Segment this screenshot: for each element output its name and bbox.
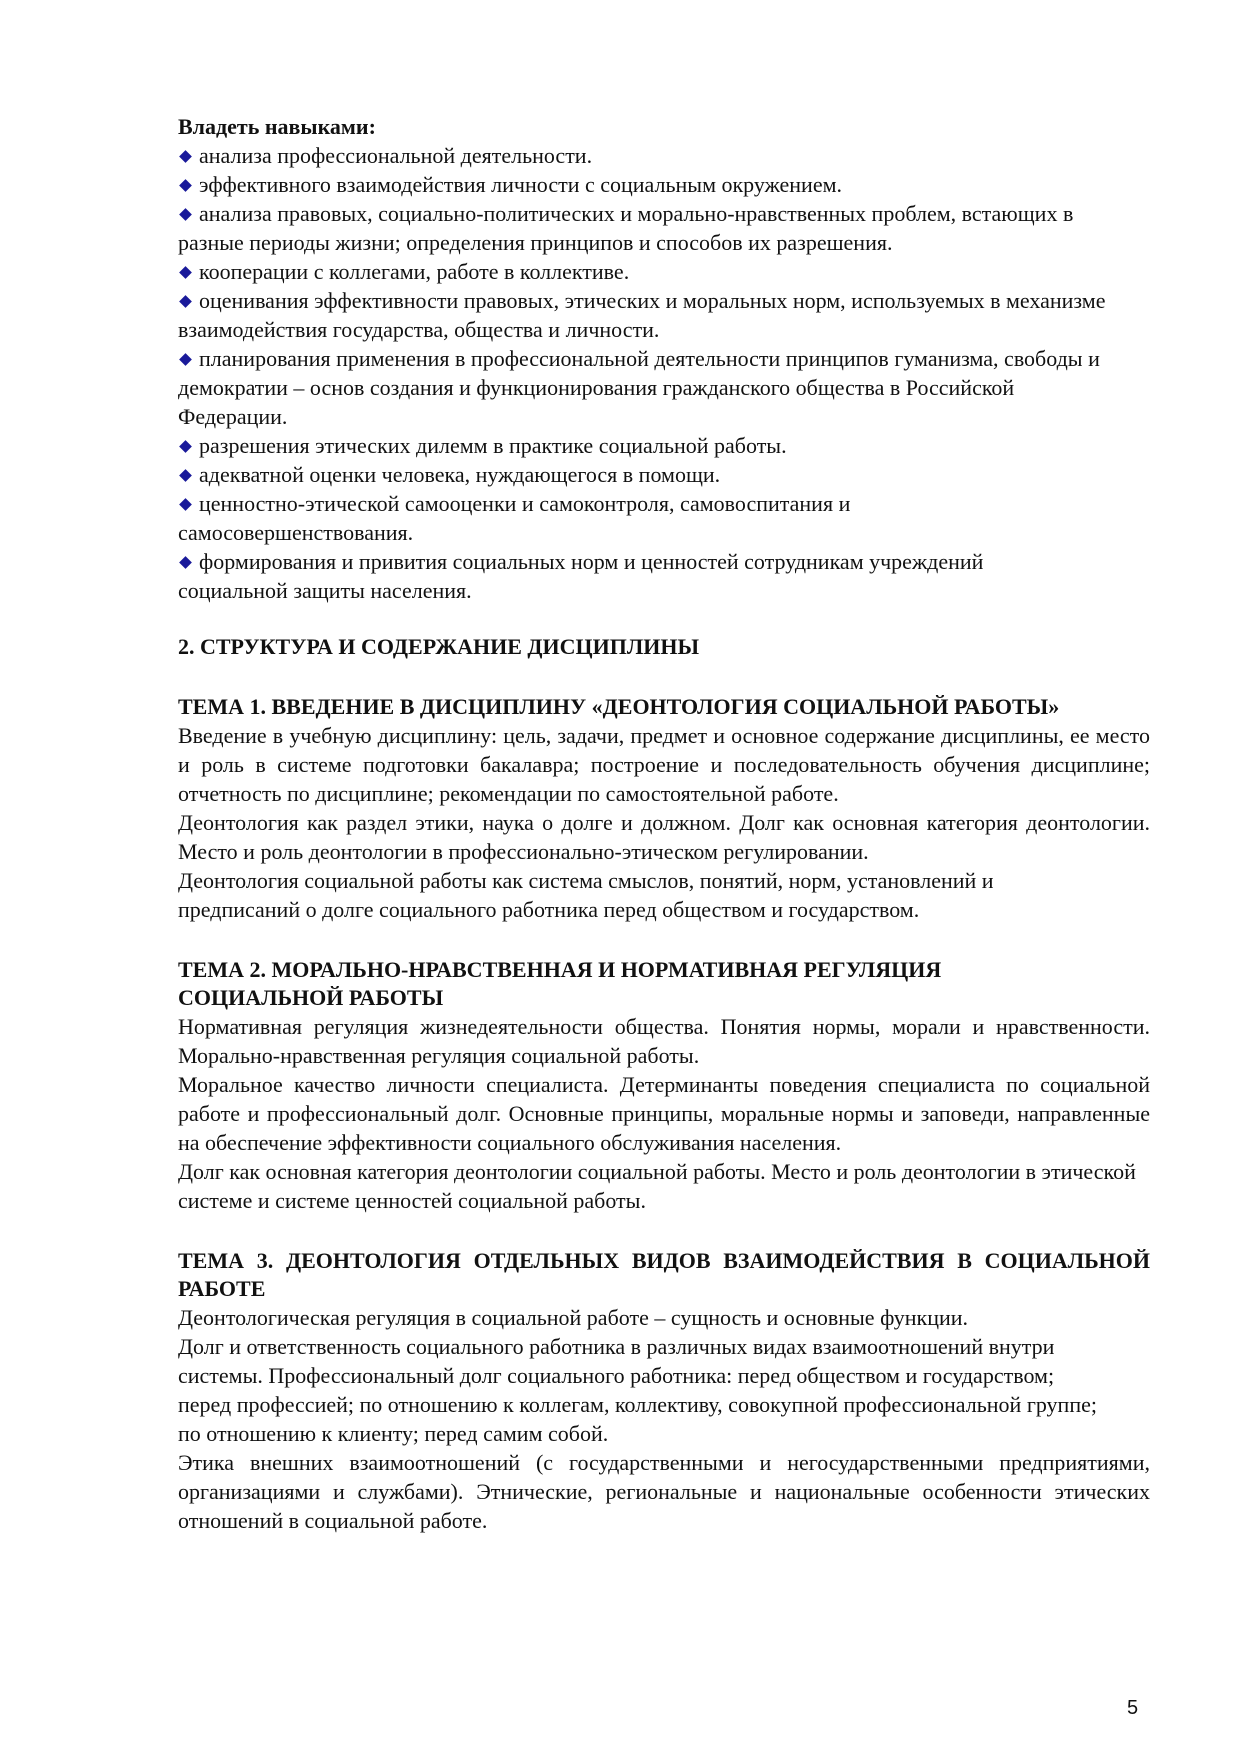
diamond-bullet-icon [179,151,192,164]
paragraph: Этика внешних взаимоотношений (с государственными и негосударственными предприятиями, организациями и службами). Этнические, региональные и национальные особенности этических отношений в социальной работе. [178,1450,1150,1533]
paragraph: Деонтологическая регуляция в социальной работе – сущность и основные функции. [178,1305,969,1330]
section-title: 2. СТРУКТУРА И СОДЕРЖАНИЕ ДИСЦИПЛИНЫ [178,634,700,659]
topic-title: ТЕМА 2. МОРАЛЬНО-НРАВСТВЕННАЯ И НОРМАТИВНАЯ РЕГУЛЯЦИЯ СОЦИАЛЬНОЙ РАБОТЫ [178,957,942,1010]
paragraph: Долг как основная категория деонтологии социальной работы. Место и роль деонтологии в этической системе и системе ценностей социальной работы. [178,1159,1136,1213]
diamond-bullet-icon [179,209,192,222]
diamond-bullet-icon [179,354,192,367]
skills-heading: Владеть навыками: [178,114,376,139]
list-item: ценностно-этической самооценки и самоконтроля, самовоспитания и самосовершенствования. [178,491,851,545]
list-item: формирования и привития социальных норм и ценностей сотрудникам учреждений социальной защиты населения. [178,549,984,603]
diamond-bullet-icon [179,441,192,454]
paragraph: Деонтология как раздел этики, наука о долге и должном. Долг как основная категория деонтологии. Место и роль деонтологии в профессионально-этическом регулировании. [178,810,1150,864]
list-item: оценивания эффективности правовых, этических и моральных норм, используемых в механизме взаимодействия государства, общества и личности. [178,288,1106,342]
paragraph: Долг и ответственность социального работника в различных видах взаимоотношений внутри системы. Профессиональный долг социального работника: перед обществом и государством; перед профессией; по отношению к коллегам, коллективу, совокупной профессиональной группе; по отношению к клиенту; перед самим собой. [178,1334,1097,1446]
topic-title: ТЕМА 1. ВВЕДЕНИЕ В ДИСЦИПЛИНУ «ДЕОНТОЛОГИЯ СОЦИАЛЬНОЙ РАБОТЫ» [178,694,1060,719]
diamond-bullet-icon [179,180,192,193]
diamond-bullet-icon [179,296,192,309]
diamond-bullet-icon [179,557,192,570]
skills-list [178,141,1150,605]
document-page [178,112,1150,1535]
list-item: планирования применения в профессиональной деятельности принципов гуманизма, свободы и демократии – основ создания и функционирования гражданского общества в Российской Федерации. [178,346,1100,429]
list-item: адекватной оценки человека, нуждающегося в помощи. [178,460,1078,489]
list-item: кооперации с коллегами, работе в коллективе. [178,257,1078,286]
diamond-bullet-icon [179,470,192,483]
topic-title: ТЕМА 3. ДЕОНТОЛОГИЯ ОТДЕЛЬНЫХ ВИДОВ ВЗАИМОДЕЙСТВИЯ В СОЦИАЛЬНОЙ РАБОТЕ [178,1248,1150,1301]
paragraph: Деонтология социальной работы как система смыслов, понятий, норм, установлений и предписаний о долге социального работника перед обществом и государством. [178,868,994,922]
diamond-bullet-icon [179,267,192,280]
paragraph: Введение в учебную дисциплину: цель, задачи, предмет и основное содержание дисциплины, ее место и роль в системе подготовки бакалавра; построение и последовательность обучения дисциплине; отчетность по дисциплине; рекомендации по самостоятельной работе. [178,723,1150,806]
list-item: разрешения этических дилемм в практике социальной работы. [178,431,1078,460]
list-item: эффективного взаимодействия личности с социальным окружением. [178,170,1078,199]
list-item: анализа профессиональной деятельности. [178,141,1078,170]
paragraph: Нормативная регуляция жизнедеятельности общества. Понятия нормы, морали и нравственности. Морально-нравственная регуляция социальной работы. [178,1014,1150,1068]
paragraph: Моральное качество личности специалиста. Детерминанты поведения специалиста по социальной работе и профессиональный долг. Основные принципы, моральные нормы и заповеди, направленные на обеспечение эффективности социального обслуживания населения. [178,1072,1150,1155]
page-number: 5 [1127,1697,1139,1719]
diamond-bullet-icon [179,499,192,512]
list-item: анализа правовых, социально-политических и морально-нравственных проблем, встающих в разные периоды жизни; определения принципов и способов их разрешения. [178,201,1074,255]
